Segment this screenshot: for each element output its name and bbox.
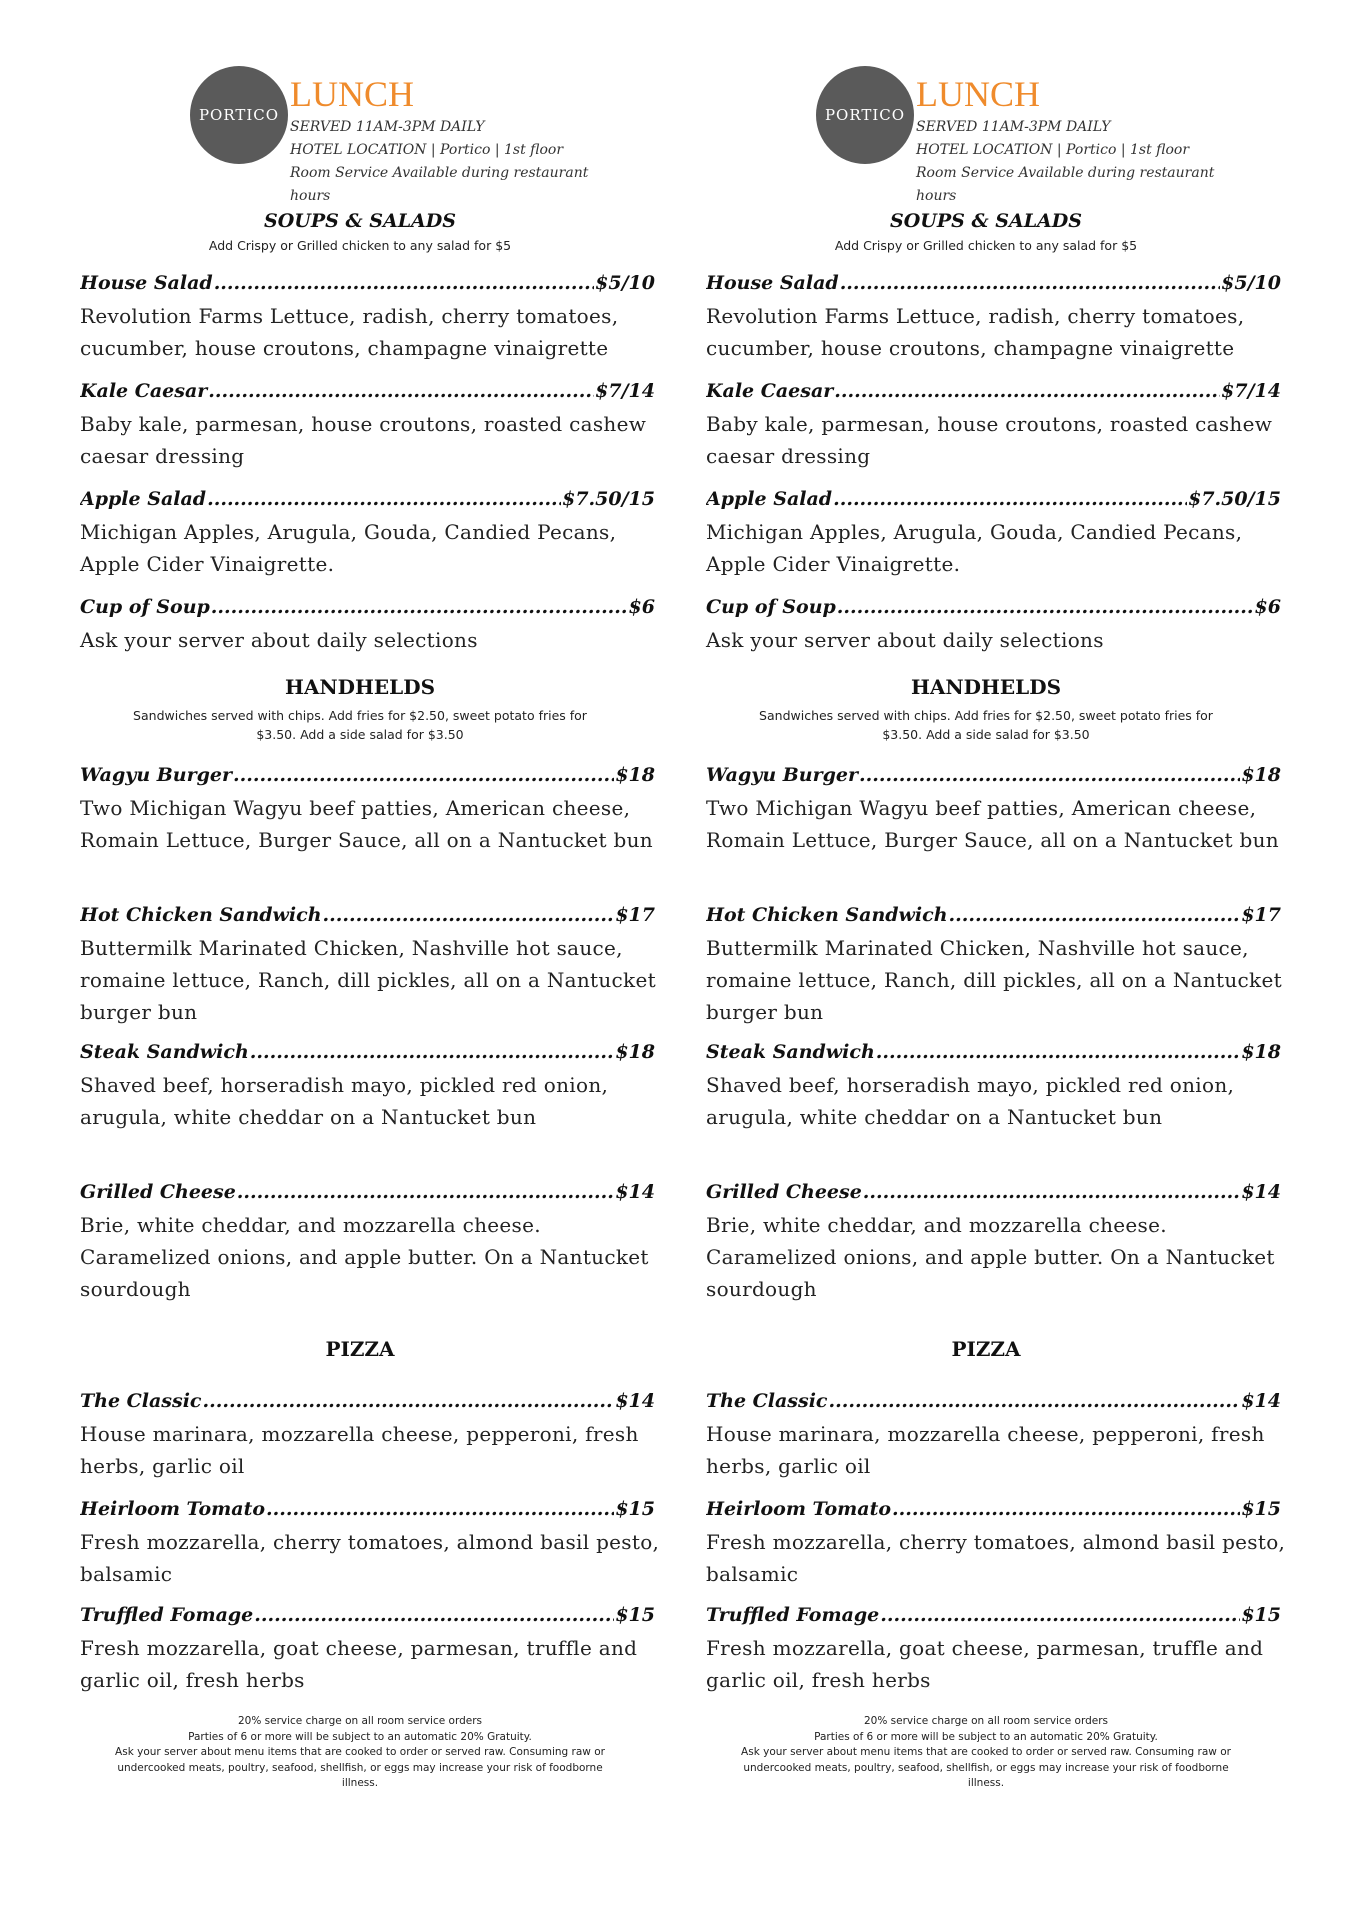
- item-name: Heirloom Tomato: [706, 1498, 892, 1520]
- item-price: $18: [615, 764, 655, 786]
- menu-item: [706, 1041, 1286, 1133]
- item-price: $18: [615, 1041, 655, 1063]
- item-description: Brie, white cheddar, and mozzarella cheese. Caramelized onions, and apple butter. On a Nantucket sourdough: [706, 1213, 1275, 1301]
- item-description: Fresh mozzarella, cherry tomatoes, almond basil pesto, balsamic: [80, 1530, 660, 1586]
- section-title-handhelds: HANDHELDS: [284, 675, 436, 699]
- item-description: Michigan Apples, Arugula, Gouda, Candied Pecans, Apple Cider Vinaigrette.: [80, 520, 617, 576]
- menu-title: LUNCH: [916, 74, 1040, 114]
- item-name: Kale Caesar: [80, 380, 208, 402]
- item-name: Steak Sandwich: [80, 1041, 249, 1063]
- footer-line: 20% service charge on all room service orders: [863, 1715, 1109, 1727]
- section-title-handhelds: HANDHELDS: [910, 675, 1062, 699]
- menu-item: [80, 1390, 660, 1482]
- menu-item: [706, 1604, 1286, 1696]
- footer-line: Parties of 6 or more will be subject to an automatic 20% Gratuity.: [188, 1730, 532, 1743]
- item-name: Hot Chicken Sandwich: [80, 904, 322, 926]
- item-name: Hot Chicken Sandwich: [706, 904, 948, 926]
- item-description: Fresh mozzarella, goat cheese, parmesan, truffle and garlic oil, fresh herbs: [706, 1636, 1264, 1692]
- item-name: Cup of Soup: [80, 596, 210, 618]
- item-description: Michigan Apples, Arugula, Gouda, Candied Pecans, Apple Cider Vinaigrette.: [706, 520, 1243, 576]
- item-price: $17: [615, 904, 655, 926]
- menu-item: [706, 272, 1286, 364]
- menu-item: [706, 380, 1286, 472]
- header-line: HOTEL LOCATION | Portico | 1st floor: [290, 142, 564, 158]
- menu-item: [80, 904, 660, 1028]
- menu-item: [80, 1604, 660, 1696]
- item-name: Truffled Fomage: [80, 1604, 254, 1626]
- item-description: Brie, white cheddar, and mozzarella cheese. Caramelized onions, and apple butter. On a Nantucket sourdough: [80, 1213, 649, 1301]
- item-price: $17: [1241, 904, 1281, 926]
- item-description: Fresh mozzarella, cherry tomatoes, almond basil pesto, balsamic: [706, 1530, 1286, 1586]
- item-name: Grilled Cheese: [80, 1181, 236, 1203]
- item-description: House marinara, mozzarella cheese, pepperoni, fresh herbs, garlic oil: [80, 1422, 639, 1478]
- section-note-handhelds: Sandwiches served with chips. Add fries for $2.50, sweet potato fries for $3.50. Add a side salad for $3.50: [133, 708, 587, 742]
- item-description: Two Michigan Wagyu beef patties, American cheese, Romain Lettuce, Burger Sauce, all on a Nantucket bun: [80, 796, 653, 852]
- item-description: Two Michigan Wagyu beef patties, American cheese, Romain Lettuce, Burger Sauce, all on a Nantucket bun: [706, 796, 1279, 852]
- menu-item: [706, 596, 1286, 656]
- header-line: hours: [916, 188, 957, 204]
- menu-item: [80, 596, 660, 656]
- logo-text: PORTICO: [198, 106, 280, 124]
- header-line: Room Service Available during restaurant: [290, 165, 589, 181]
- item-price: $18: [1241, 764, 1281, 786]
- section-note-soups-salads: Add Crispy or Grilled chicken to any salad for $5: [834, 238, 1138, 253]
- item-price: $14: [615, 1390, 655, 1412]
- item-description: Buttermilk Marinated Chicken, Nashville hot sauce, romaine lettuce, Ranch, dill pickles, all on a Nantucket burger bun: [80, 936, 656, 1024]
- logo-text: PORTICO: [824, 106, 906, 124]
- item-name: The Classic: [706, 1390, 828, 1412]
- section-note-handhelds: Sandwiches served with chips. Add fries for $2.50, sweet potato fries for $3.50. Add a side salad for $3.50: [759, 708, 1213, 742]
- item-name: Heirloom Tomato: [80, 1498, 266, 1520]
- item-name: Kale Caesar: [706, 380, 834, 402]
- item-price: $6: [628, 596, 655, 618]
- menu-column-right: [706, 0, 1346, 1921]
- item-description: Fresh mozzarella, goat cheese, parmesan, truffle and garlic oil, fresh herbs: [80, 1636, 638, 1692]
- item-description: Ask your server about daily selections: [706, 628, 1104, 652]
- portico-logo: [816, 66, 914, 164]
- item-price: $15: [1241, 1498, 1281, 1520]
- header-line: hours: [290, 188, 331, 204]
- item-name: Apple Salad: [706, 488, 833, 510]
- item-name: Cup of Soup: [706, 596, 836, 618]
- item-description: Baby kale, parmesan, house croutons, roasted cashew caesar dressing: [80, 412, 647, 468]
- item-price: $18: [1241, 1041, 1281, 1063]
- footer-line: Ask your server about menu items that are cooked to order or served raw. Consuming raw or undercooked meats, poultry, seafood, shellfish, or eggs may increase your risk of foodborne illness.: [115, 1746, 605, 1789]
- item-price: $14: [615, 1181, 655, 1203]
- item-price: $15: [615, 1604, 655, 1626]
- footer-line: Ask your server about menu items that are cooked to order or served raw. Consuming raw or undercooked meats, poultry, seafood, shellfish, or eggs may increase your risk of foodborne illness.: [741, 1746, 1231, 1789]
- item-price: $15: [615, 1498, 655, 1520]
- menu-title: LUNCH: [290, 74, 414, 114]
- section-title-soups-salads: SOUPS & SALADS: [890, 210, 1082, 232]
- section-title-pizza: PIZZA: [951, 1337, 1021, 1361]
- menu-column-left: [80, 0, 720, 1921]
- item-price: $15: [1241, 1604, 1281, 1626]
- menu-item: [706, 488, 1286, 580]
- item-description: Revolution Farms Lettuce, radish, cherry tomatoes, cucumber, house croutons, champagne vinaigrette: [706, 304, 1245, 360]
- menu-item: [80, 488, 660, 580]
- section-title-soups-salads: SOUPS & SALADS: [264, 210, 456, 232]
- footer-line: 20% service charge on all room service orders: [237, 1715, 483, 1727]
- item-name: Wagyu Burger: [706, 764, 859, 786]
- menu-item: [706, 1181, 1286, 1305]
- item-name: House Salad: [80, 272, 213, 294]
- item-description: Baby kale, parmesan, house croutons, roasted cashew caesar dressing: [706, 412, 1273, 468]
- item-description: Buttermilk Marinated Chicken, Nashville hot sauce, romaine lettuce, Ranch, dill pickles, all on a Nantucket burger bun: [706, 936, 1282, 1024]
- item-name: The Classic: [80, 1390, 202, 1412]
- item-price: $7/14: [1221, 380, 1281, 402]
- menu-item: [80, 380, 660, 472]
- item-description: Ask your server about daily selections: [80, 628, 478, 652]
- menu-item: [706, 764, 1286, 856]
- footer-line: Parties of 6 or more will be subject to an automatic 20% Gratuity.: [814, 1730, 1158, 1743]
- item-name: Apple Salad: [80, 488, 207, 510]
- menu-item: [706, 1390, 1286, 1482]
- header-line: SERVED 11AM-3PM DAILY: [290, 119, 485, 135]
- item-description: Revolution Farms Lettuce, radish, cherry tomatoes, cucumber, house croutons, champagne vinaigrette: [80, 304, 619, 360]
- header-info: [916, 116, 1246, 208]
- section-note-soups-salads: Add Crispy or Grilled chicken to any salad for $5: [208, 238, 512, 253]
- menu-item: [80, 764, 660, 856]
- item-description: Shaved beef, horseradish mayo, pickled red onion, arugula, white cheddar on a Nantucket bun: [80, 1073, 609, 1129]
- item-description: House marinara, mozzarella cheese, pepperoni, fresh herbs, garlic oil: [706, 1422, 1265, 1478]
- menu-item: [706, 904, 1286, 1028]
- item-price: $6: [1254, 596, 1281, 618]
- header-line: Room Service Available during restaurant: [916, 165, 1215, 181]
- menu-item: [80, 1498, 660, 1590]
- menu-item: [80, 272, 660, 364]
- menu-item: [706, 1498, 1286, 1590]
- menu-footer: [706, 1714, 1266, 1792]
- item-name: Truffled Fomage: [706, 1604, 880, 1626]
- menu-footer: [80, 1714, 640, 1792]
- header-line: HOTEL LOCATION | Portico | 1st floor: [916, 142, 1190, 158]
- item-price: $5/10: [1221, 272, 1281, 294]
- item-price: $14: [1241, 1181, 1281, 1203]
- menu-item: [80, 1181, 660, 1305]
- section-title-pizza: PIZZA: [325, 1337, 395, 1361]
- menu-item: [80, 1041, 660, 1133]
- item-price: $5/10: [595, 272, 655, 294]
- item-name: Steak Sandwich: [706, 1041, 875, 1063]
- item-description: Shaved beef, horseradish mayo, pickled red onion, arugula, white cheddar on a Nantucket bun: [706, 1073, 1235, 1129]
- item-price: $7.50/15: [562, 488, 655, 510]
- item-price: $7.50/15: [1188, 488, 1281, 510]
- item-name: House Salad: [706, 272, 839, 294]
- item-name: Wagyu Burger: [80, 764, 233, 786]
- header-line: SERVED 11AM-3PM DAILY: [916, 119, 1111, 135]
- header-info: [290, 116, 620, 208]
- item-price: $14: [1241, 1390, 1281, 1412]
- portico-logo: [190, 66, 288, 164]
- item-price: $7/14: [595, 380, 655, 402]
- item-name: Grilled Cheese: [706, 1181, 862, 1203]
